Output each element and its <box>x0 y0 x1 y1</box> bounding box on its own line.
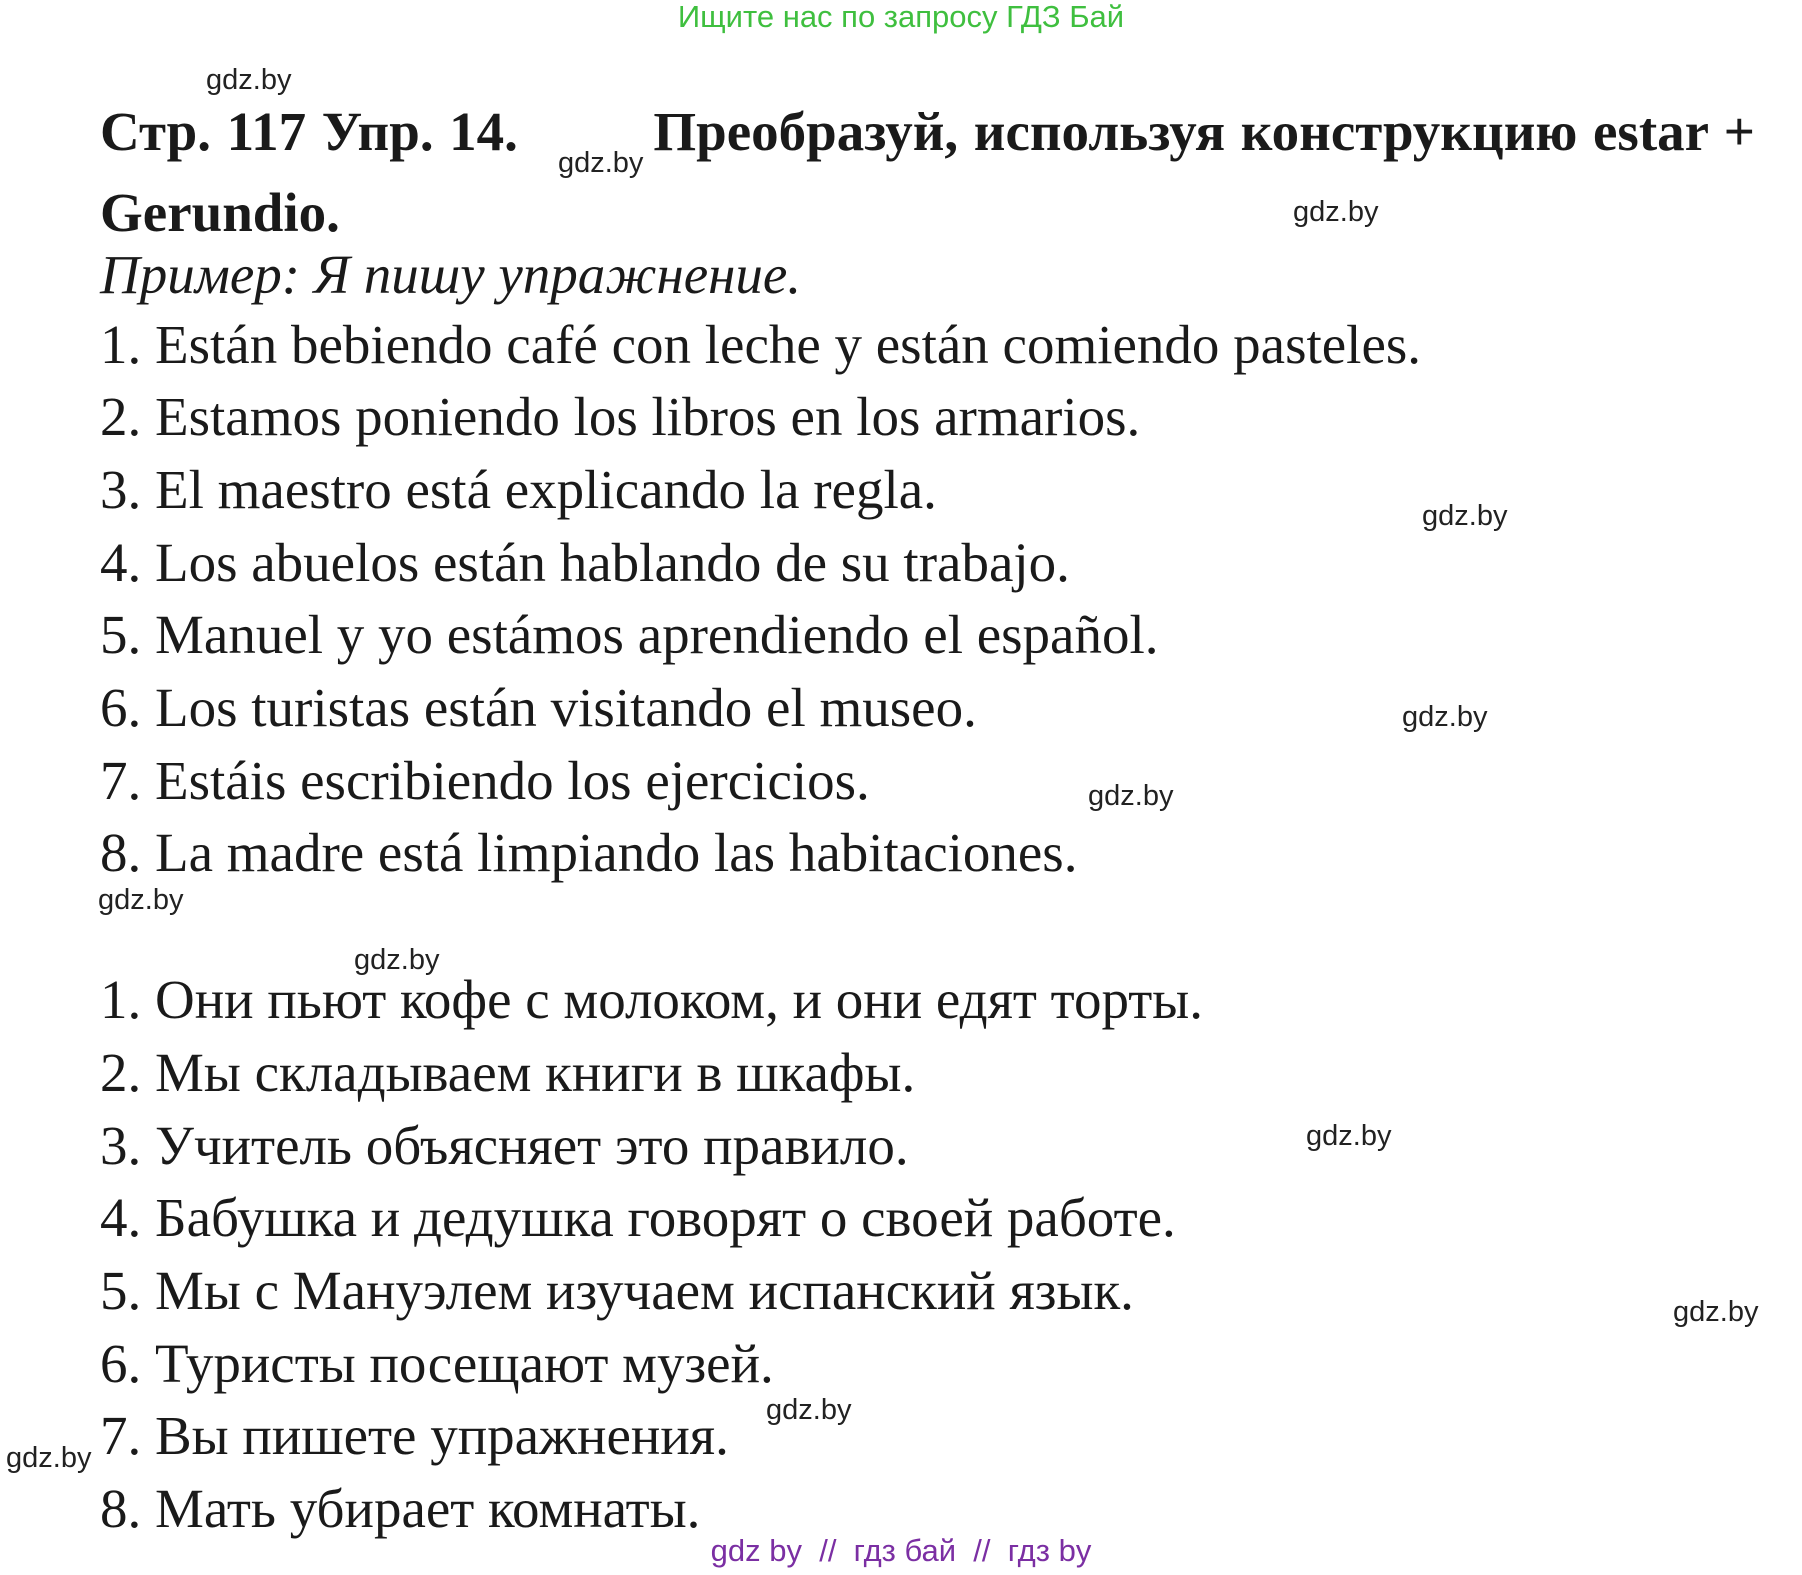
russian-line: 2. Мы складываем книги в шкафы. <box>100 1042 916 1103</box>
spanish-line: 3. El maestro está explicando la regla. <box>100 459 937 520</box>
example-line: Пример: Я пишу упражнение. <box>100 244 802 305</box>
title-instruction: Преобразуй, используя конструкцию estar + Gerundio. <box>100 101 1756 243</box>
watermark: gdz.by <box>766 1394 852 1426</box>
russian-line: 7. Вы пишете упражнения. <box>100 1405 729 1466</box>
spanish-line: 8. La madre está limpiando las habitaciones. <box>100 822 1078 883</box>
spanish-line: 5. Manuel y yo estámos aprendiendo el español. <box>100 604 1159 665</box>
title-page-ref: Стр. 117 Упр. 14. <box>100 101 518 162</box>
spanish-line: 6. Los turistas están visitando el museo. <box>100 677 977 738</box>
spanish-line: 1. Están bebiendo café con leche y están comiendo pasteles. <box>100 314 1422 375</box>
russian-line: 6. Туристы посещают музей. <box>100 1333 774 1394</box>
top-banner: Ищите нас по запросу ГДЗ Бай <box>677 0 1125 34</box>
watermark: gdz.by <box>206 64 292 96</box>
exercise-title <box>100 96 1755 249</box>
spanish-line: 4. Los abuelos están hablando de su trabajo. <box>100 532 1070 593</box>
watermark: gdz.by <box>98 884 184 916</box>
spanish-line: 2. Estamos poniendo los libros en los armarios. <box>100 386 1141 447</box>
watermark: gdz.by <box>1293 196 1379 228</box>
title-watermark: gdz.by <box>557 147 644 179</box>
russian-line: 4. Бабушка и дедушка говорят о своей работе. <box>100 1187 1176 1248</box>
watermark: gdz.by <box>1088 780 1174 812</box>
russian-line: 5. Мы с Мануэлем изучаем испанский язык. <box>100 1260 1134 1321</box>
watermark: gdz.by <box>1422 500 1508 532</box>
spanish-line: 7. Estáis escribiendo los ejercicios. <box>100 750 870 811</box>
watermark: gdz.by <box>1673 1296 1759 1328</box>
watermark: gdz.by <box>354 944 440 976</box>
watermark: gdz.by <box>1306 1120 1392 1152</box>
watermark: gdz.by <box>1402 701 1488 733</box>
russian-line: 8. Мать убирает комнаты. <box>100 1478 701 1539</box>
footer-watermark: gdz by // гдз бай // гдз by <box>710 1533 1092 1568</box>
watermark: gdz.by <box>6 1442 92 1474</box>
russian-line: 1. Они пьют кофе с молоком, и они едят торты. <box>100 969 1203 1030</box>
russian-line: 3. Учитель объясняет это правило. <box>100 1115 909 1176</box>
